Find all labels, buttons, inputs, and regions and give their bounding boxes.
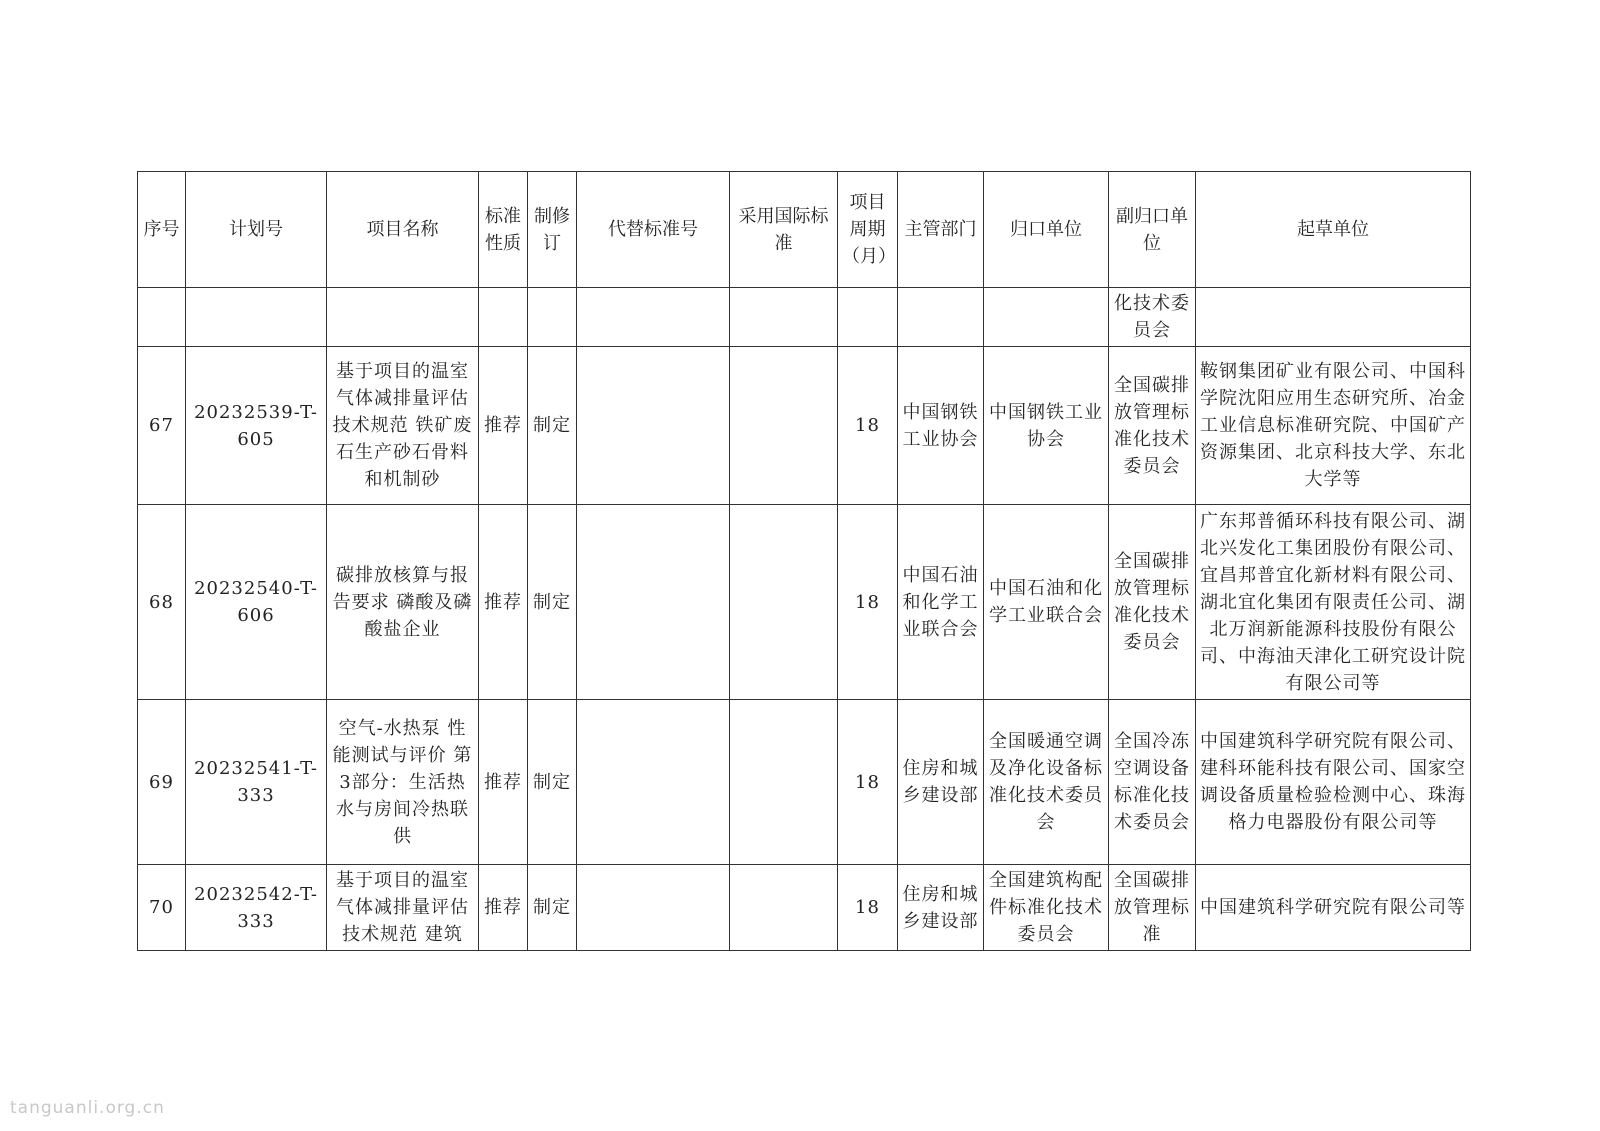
cell-intl-std bbox=[730, 505, 838, 700]
header-intl-std: 采用国际标准 bbox=[730, 172, 838, 288]
cell-project-name: 基于项目的温室气体减排量评估技术规范 铁矿废石生产砂石骨料和机制砂 bbox=[327, 347, 479, 505]
cell-period: 18 bbox=[838, 505, 898, 700]
cell-sub-unit: 全国冷冻空调设备标准化技术委员会 bbox=[1109, 700, 1196, 865]
cell-sub-unit: 化技术委员会 bbox=[1109, 288, 1196, 347]
cell-project-name: 空气-水热泵 性能测试与评价 第3部分：生活热水与房间冷热联供 bbox=[327, 700, 479, 865]
cell-replace-std bbox=[577, 347, 730, 505]
cell-replace-std bbox=[577, 865, 730, 951]
cell-unit: 全国建筑构配件标准化技术委员会 bbox=[984, 865, 1109, 951]
cell-unit: 中国石油和化学工业联合会 bbox=[984, 505, 1109, 700]
table-row bbox=[138, 505, 1471, 700]
header-replace-std: 代替标准号 bbox=[577, 172, 730, 288]
cell-intl-std bbox=[730, 700, 838, 865]
cell-sub-unit: 全国碳排放管理标准 bbox=[1109, 865, 1196, 951]
cell-intl-std bbox=[730, 347, 838, 505]
cell-period: 18 bbox=[838, 700, 898, 865]
cell-drafter: 广东邦普循环科技有限公司、湖北兴发化工集团股份有限公司、宜昌邦普宜化新材料有限公司、湖北宜化集团有限责任公司、湖北万润新能源科技股份有限公司、中海油天津化工研究设计院有限公司等 bbox=[1196, 505, 1471, 700]
cell-nature: 推荐 bbox=[479, 347, 528, 505]
table-row bbox=[138, 700, 1471, 865]
cell-period: 18 bbox=[838, 347, 898, 505]
cell-dept: 中国钢铁工业协会 bbox=[898, 347, 984, 505]
table-row-continued bbox=[138, 288, 1471, 347]
cell-drafter: 中国建筑科学研究院有限公司、建科环能科技有限公司、国家空调设备质量检验检测中心、珠海格力电器股份有限公司等 bbox=[1196, 700, 1471, 865]
cell-unit: 全国暖通空调及净化设备标准化技术委员会 bbox=[984, 700, 1109, 865]
cell-plan-no: 20232542-T-333 bbox=[186, 865, 327, 951]
cell-drafter: 鞍钢集团矿业有限公司、中国科学院沈阳应用生态研究所、冶金工业信息标准研究院、中国矿产资源集团、北京科技大学、东北大学等 bbox=[1196, 347, 1471, 505]
cell-revise: 制定 bbox=[528, 505, 577, 700]
header-seq: 序号 bbox=[138, 172, 186, 288]
cell-intl-std bbox=[730, 865, 838, 951]
cell-nature: 推荐 bbox=[479, 700, 528, 865]
header-revise: 制修订 bbox=[528, 172, 577, 288]
cell-seq: 67 bbox=[138, 347, 186, 505]
cell-dept: 住房和城乡建设部 bbox=[898, 700, 984, 865]
cell-drafter: 中国建筑科学研究院有限公司等 bbox=[1196, 865, 1471, 951]
cell-replace-std bbox=[577, 700, 730, 865]
cell-revise: 制定 bbox=[528, 700, 577, 865]
cell-revise: 制定 bbox=[528, 865, 577, 951]
cell-project-name: 碳排放核算与报告要求 磷酸及磷酸盐企业 bbox=[327, 505, 479, 700]
header-plan-no: 计划号 bbox=[186, 172, 327, 288]
cell-nature: 推荐 bbox=[479, 865, 528, 951]
cell-sub-unit: 全国碳排放管理标准化技术委员会 bbox=[1109, 505, 1196, 700]
cell-plan-no: 20232540-T-606 bbox=[186, 505, 327, 700]
cell-dept: 中国石油和化学工业联合会 bbox=[898, 505, 984, 700]
header-project-name: 项目名称 bbox=[327, 172, 479, 288]
cell-project-name: 基于项目的温室气体减排量评估技术规范 建筑 bbox=[327, 865, 479, 951]
cell-revise: 制定 bbox=[528, 347, 577, 505]
cell-plan-no: 20232539-T-605 bbox=[186, 347, 327, 505]
cell-period: 18 bbox=[838, 865, 898, 951]
header-period: 项目周期（月） bbox=[838, 172, 898, 288]
watermark-text: tanguanli.org.cn bbox=[10, 1098, 165, 1118]
cell-nature: 推荐 bbox=[479, 505, 528, 700]
header-row bbox=[138, 172, 1471, 288]
header-nature: 标准性质 bbox=[479, 172, 528, 288]
cell-seq: 70 bbox=[138, 865, 186, 951]
cell-replace-std bbox=[577, 505, 730, 700]
cell-seq: 69 bbox=[138, 700, 186, 865]
standards-plan-table bbox=[137, 171, 1471, 951]
cell-plan-no: 20232541-T-333 bbox=[186, 700, 327, 865]
cell-unit: 中国钢铁工业协会 bbox=[984, 347, 1109, 505]
cell-seq: 68 bbox=[138, 505, 186, 700]
header-unit: 归口单位 bbox=[984, 172, 1109, 288]
cell-sub-unit: 全国碳排放管理标准化技术委员会 bbox=[1109, 347, 1196, 505]
header-dept: 主管部门 bbox=[898, 172, 984, 288]
header-drafter: 起草单位 bbox=[1196, 172, 1471, 288]
table-row bbox=[138, 865, 1471, 951]
cell-dept: 住房和城乡建设部 bbox=[898, 865, 984, 951]
header-sub-unit: 副归口单位 bbox=[1109, 172, 1196, 288]
table-row bbox=[138, 347, 1471, 505]
